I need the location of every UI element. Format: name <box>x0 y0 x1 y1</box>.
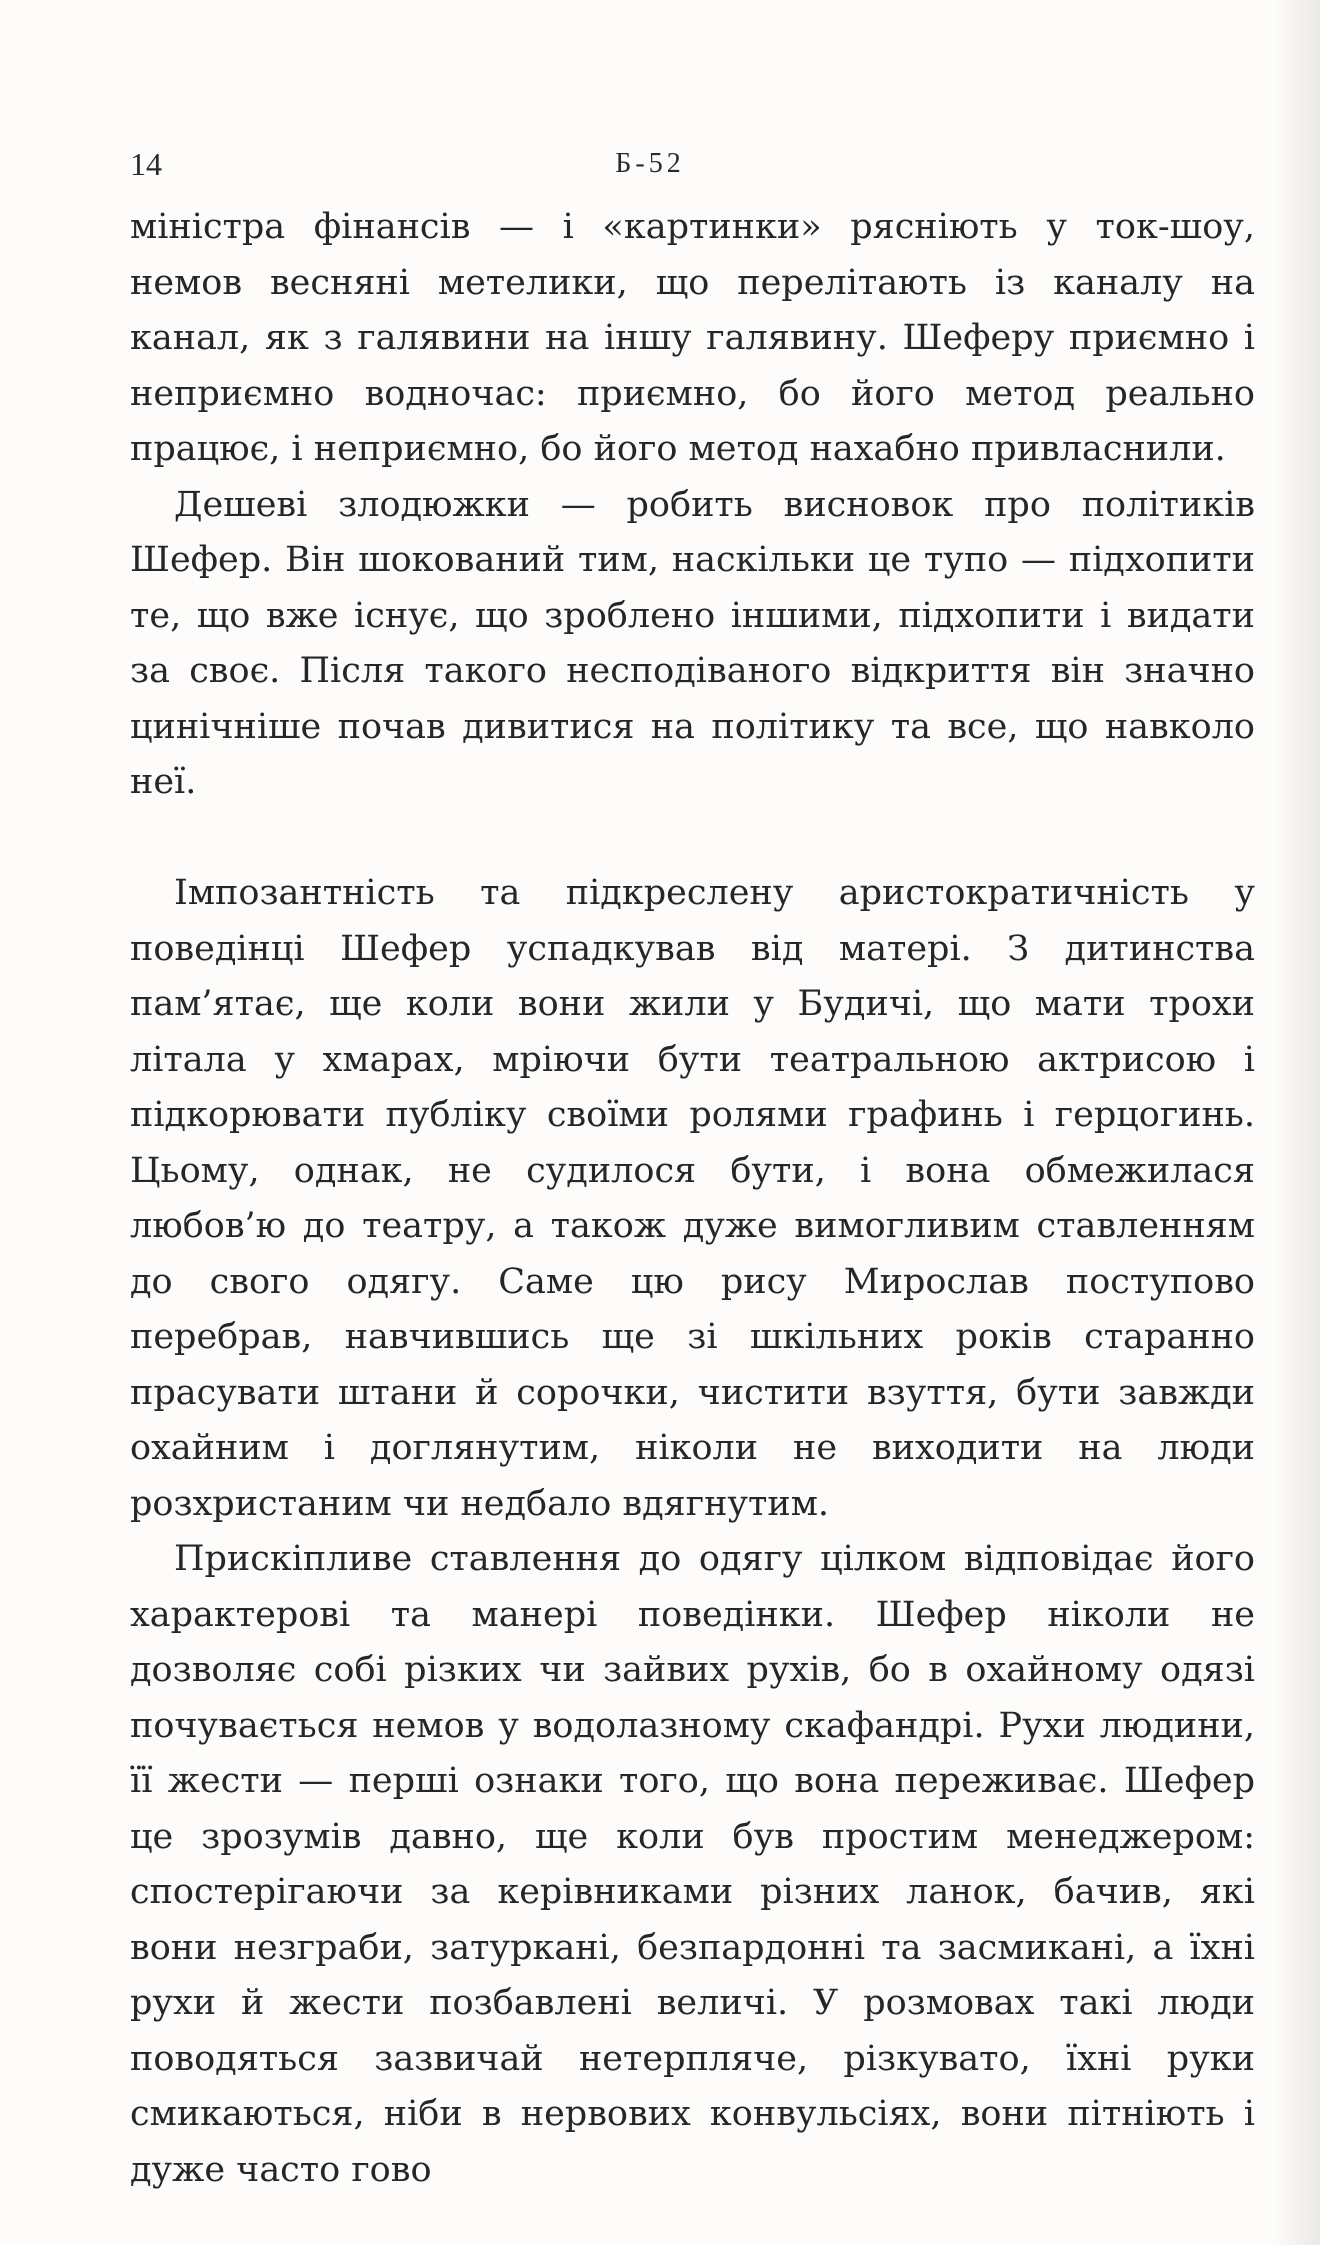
page-edge-shadow <box>1274 0 1320 2245</box>
paragraph-continued: міністра фінансів — і «картинки» рясніють у ток-шоу, немов весняні метелики, що перелітають із каналу на канал, як з галявини на іншу галявину. Шеферу приємно і неприємно водночас: приємно, бо його метод реально працює, і неприємно, бо його метод нахабно привласнили. <box>130 207 1255 469</box>
body-text <box>130 200 1255 2198</box>
paragraph: Дешеві злодюжки — робить висновок про політиків Шефер. Він шокований тим, наскільки це тупо — підхопити те, що вже існує, що зроблено іншими, підхопити і видати за своє. Після такого несподіваного відкриття він значно цинічніше почав дивитися на політику та все, що навколо неї. <box>130 484 1255 802</box>
page-number: 14 <box>130 146 162 182</box>
paragraph: Імпозантність та підкреслену аристократичність у поведінці Шефер успадкував від матері. З дитинства пам’ятає, ще коли вони жили у Будичі, що мати трохи літала у хмарах, мріючи бути театральною актрисою і підкорювати публіку своїми ролями графинь і герцогинь. Цьому, однак, не судилося бути, і вона обмежилася любов’ю до театру, а також дуже вимогливим ставленням до свого одягу. Саме цю рису Мирослав поступово перебрав, навчившись ще зі шкільних років старанно прасувати штани й сорочки, чистити взуття, бути завжди охайним і доглянутим, ніколи не виходити на люди розхристаним чи недбало вдягнутим. <box>130 873 1255 1524</box>
running-title: Б-52 <box>615 148 685 179</box>
page-header <box>130 138 1255 190</box>
section-break <box>130 811 1255 867</box>
paragraph: Прискіпливе ставлення до одягу цілком відповідає його характерові та манері поведінки. Шефер ніколи не дозволяє собі різких чи зайвих рухів, бо в охайному одязі почувається немов у водолазному скафандрі. Рухи людини, її жести — перші ознаки того, що вона переживає. Шефер це зрозумів давно, ще коли був простим менеджером: спостерігаючи за керівниками різних ланок, бачив, які вони незграби, затуркані, безпардонні та засмикані, а їхні рухи й жести позбавлені величі. У розмовах такі люди поводяться зазвичай нетерпляче, різкувато, їхні руки смикаються, ніби в нервових конвульсіях, вони пітніють і дуже часто гово <box>130 1539 1255 2190</box>
